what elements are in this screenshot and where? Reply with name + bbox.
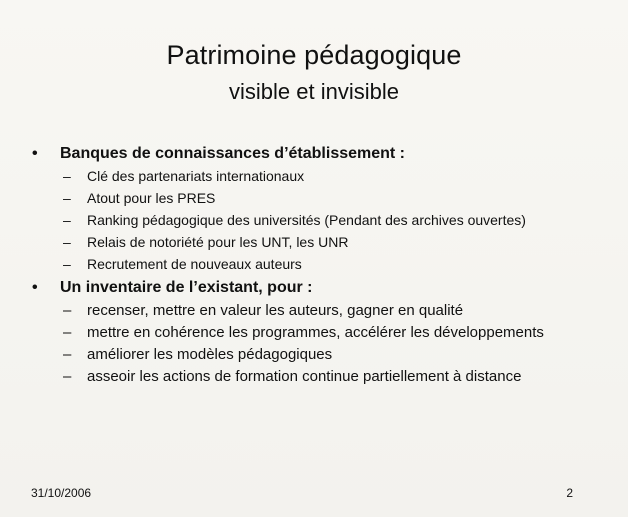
list-item (32, 256, 602, 272)
footer-date: 31/10/2006 (31, 486, 92, 500)
list-item-text: Recrutement de nouveaux auteurs (87, 256, 302, 272)
dash-icon: – (63, 256, 71, 272)
bullet-icon: • (32, 145, 38, 162)
dash-icon: – (63, 346, 72, 363)
list-item-text: Atout pour les PRES (87, 190, 216, 206)
dash-icon: – (63, 324, 72, 341)
page-number: 2 (566, 486, 573, 500)
slide-content (32, 144, 602, 390)
dash-icon: – (63, 168, 71, 184)
section-heading (32, 144, 602, 164)
slide-subtitle: visible et invisible (229, 79, 399, 104)
list-item (32, 346, 602, 363)
section-heading (32, 278, 602, 298)
section-heading-text: Un inventaire de l’existant, pour : (60, 279, 313, 296)
list-item-text: recenser, mettre en valeur les auteurs, gagner en qualité (87, 302, 464, 319)
slide-title: Patrimoine pédagogique (166, 40, 462, 70)
bullet-icon: • (32, 279, 38, 296)
section-list (32, 168, 602, 272)
list-item (32, 324, 602, 341)
list-item-text: Ranking pédagogique des universités (Pendant des archives ouvertes) (87, 212, 526, 228)
dash-icon: – (63, 234, 71, 250)
list-item (32, 234, 602, 250)
list-item (32, 368, 602, 385)
dash-icon: – (63, 212, 71, 228)
dash-icon: – (63, 368, 72, 385)
list-item (32, 190, 602, 206)
section-heading-text: Banques de connaissances d’établissement : (60, 145, 406, 162)
list-item-text: mettre en cohérence les programmes, accélérer les développements (87, 324, 544, 341)
list-item-text: améliorer les modèles pédagogiques (87, 346, 333, 363)
section-list (32, 302, 602, 385)
list-item-text: Relais de notoriété pour les UNT, les UNR (87, 234, 349, 250)
list-item (32, 212, 602, 228)
dash-icon: – (63, 302, 72, 319)
list-item-text: Clé des partenariats internationaux (87, 168, 305, 184)
list-item (32, 168, 602, 184)
dash-icon: – (63, 190, 71, 206)
list-item (32, 302, 602, 319)
list-item-text: asseoir les actions de formation continue partiellement à distance (87, 368, 522, 385)
